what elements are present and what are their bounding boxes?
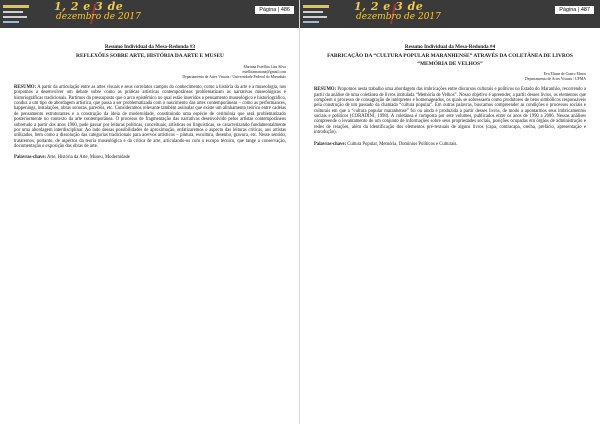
page-header — [0, 0, 300, 28]
keywords-text: Cultura Popular, Memória, Domínios Políticos e Culturais. — [347, 141, 458, 147]
keywords — [314, 142, 586, 147]
abstract-text: A partir da articulação entre as artes visuais e seus correlatos campos do conhecimento, como a história da arte e a museologia, nos propomos a desenvolver um debate sobre como as práticas artísticas contemporâneas problematizam as narrativas museológicas e historiográficas tradicionais. Partimos do pressuposto que o arco epistêmico no qual estão inseridos o pensamento museológico e historiográfico, conduz a um tipo de abordagem artística, que passa a ser problematizada com o nascimento das artes contemporâneas – como as performances, happenings, instalações, obras sonoras, parecéis, etc. Consideramos relevante também assinalar que existe um alinhamento teórico entre cadeias de pensamento estruturantes e a construção da ideia de modernidade, constituindo uma espécie de cerimônia que será problematizado posteriormente no contexto da arte contemporânea. O processo de fragmentação das narrativas desenvolvido pelos artistas contemporâneos sobretudo a partir dos anos 1960, pode passar por leituras políticas, conceituais, artísticas ou linguísticas, se caracterizando fundamentalmente por uma abordagem interdisciplinar. Ao lado dessas possibilidades de aproximação, enfatizaremos o aspecto das leituras críticas, aos artistas utilizados, bem como a dissolução das categorias tradicionais para acervos artísticos – pintura, escultura, desenho, gravura, etc. Nesse sentido, trataremos, portanto, de aspectos da teoria museológica e da crítica de arte, articulando-os com o escopo técnico, que tange a conservação, documentação e exposição das obras de arte. — [14, 85, 286, 149]
keywords-text: Arte, História da Arte, Museu, Modernidade — [46, 155, 131, 161]
header-dates-line1: 1, 2 e 3 de — [54, 0, 124, 13]
author-block — [14, 65, 286, 81]
author-affiliation: Departamento de Artes Visuais / Universidade Federal do Maranhão — [182, 74, 286, 79]
header-dates — [54, 2, 141, 22]
page-number: Página | 486 — [255, 6, 294, 14]
author-affiliation: Departamento de Artes Visuais / UFMA — [525, 77, 586, 82]
header-dates-line1: 1, 2 e 3 de — [354, 0, 424, 13]
paper-title: FABRICAÇÃO DA “CULTURA POPULAR MARANHENSE” ATRAVÉS DA COLETÂNEA DE LIVROS “MEMÓRIA DE VELHOS” — [327, 53, 573, 67]
abstract — [14, 85, 286, 149]
header-dates-line2: dezembro de 2017 — [356, 12, 441, 22]
page-header — [300, 0, 600, 28]
paper-title: REFLEXÕES SOBRE ARTE, HISTÓRIA DA ARTE E MUSEU — [76, 53, 224, 59]
header-dates — [354, 2, 441, 22]
author-email: estellitamariana@gmail.com — [242, 69, 286, 74]
author-name: Mariana Estellita Lins Silva — [243, 64, 286, 69]
event-logo-icon — [3, 3, 31, 25]
abstract-label: RESUMO: — [14, 85, 37, 91]
header-dates-line2: dezembro de 2017 — [56, 12, 141, 22]
event-logo-icon — [303, 3, 331, 25]
abstract — [314, 87, 586, 135]
keywords — [14, 155, 286, 160]
page-content — [14, 38, 286, 161]
author-name: Eva Eliane de Castro Matos — [543, 72, 586, 76]
abstract-label: RESUMO: — [314, 87, 337, 93]
page-number: Página | 487 — [555, 6, 594, 14]
keywords-label: Palavras-chave: — [314, 141, 347, 147]
section-title: Resumo Individual da Mesa-Redonda #4 — [404, 44, 496, 50]
section-title: Resumo Individual da Mesa-Redonda #3 — [104, 44, 196, 50]
page-content — [314, 38, 586, 147]
author-block — [314, 72, 586, 82]
keywords-label: Palavras-chave: — [14, 155, 47, 161]
page-right — [300, 0, 600, 424]
abstract-text: Propomos nesta trabalho uma abordagem das imbricações entre discursos culturais e políticos no Estado do Maranhão, recorrendo a partir da análise de uma coletânea de livros intitulada “Memória de Velhos”. Nosso objetivo é apreender, a partir desses livros, os elementos que compõem o processo de consagração de intérpretes e homenageados, os quais se sobressaem como produtores de bens simbólicos responsáveis pela construção de um passado da chamada “cultura popular”. Em outras palavras, buscamos compreender as condições e processos sociais e culturais em que a “cultura popular maranhense” foi ou ainda é produzida a partir desses livros, de modo a apontarmos seus imbricamentos sociais e políticos (CORADINI, 1998). A coletânea é composta por sete volumes, publicados entre os anos de 1990 a 2006. Nessas análises compreende o levantamento de um conjunto de informações sobre seus propriedades sociais, posições ocupadas em órgãos de administração e redes de relações, além da identificação dos elementos pré-textuais de alguns livros (capa, contracapa, orelha, prefácio, apresentação e introdução). — [314, 87, 586, 136]
